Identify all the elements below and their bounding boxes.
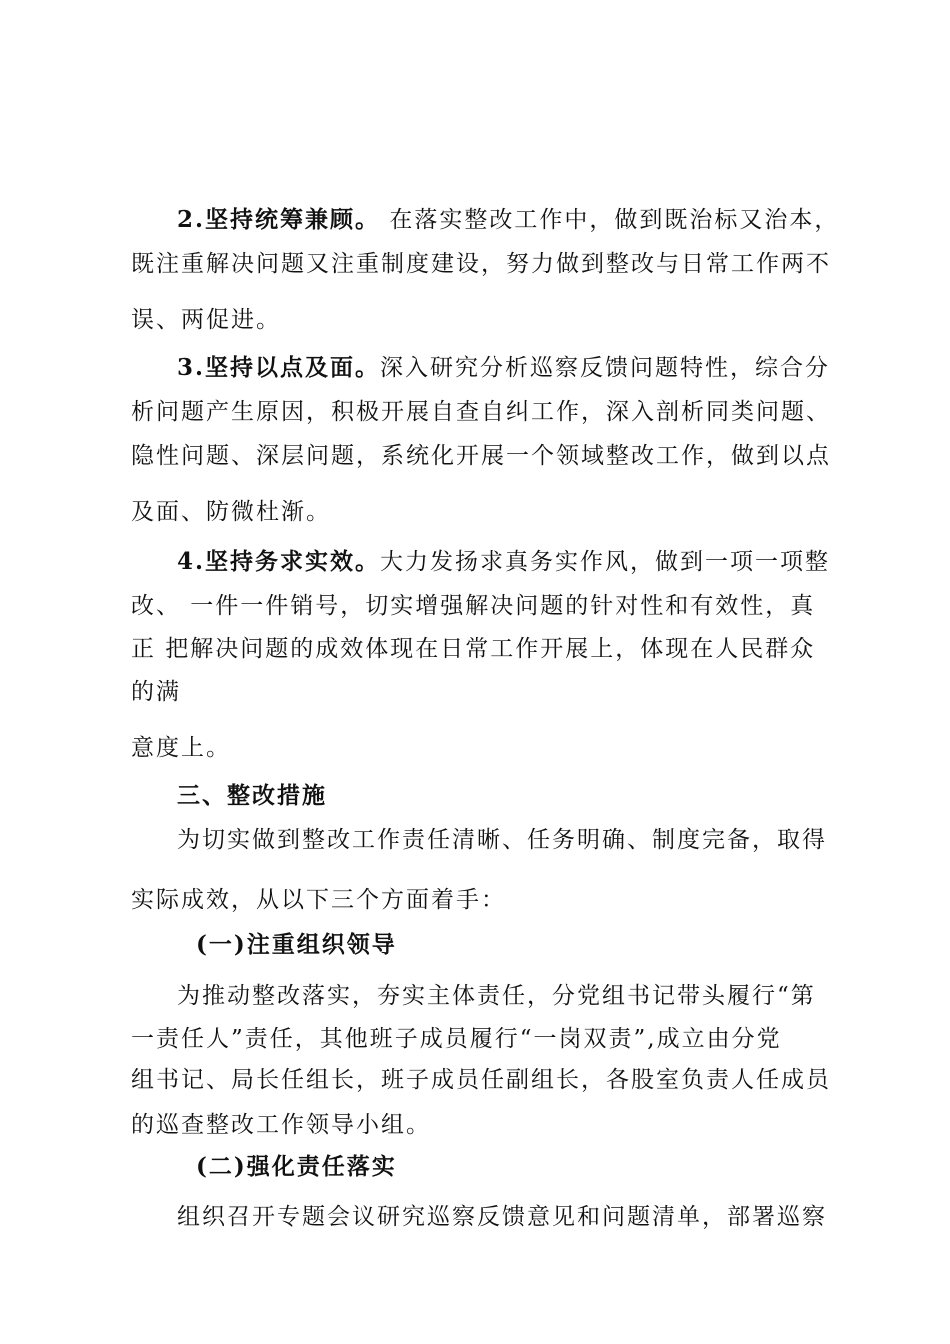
line-text: 为推动整改落实，夯实主体责任，分党组书记带头履行“第 <box>177 983 816 1009</box>
section-heading-3: 三、整改措施 <box>177 783 327 809</box>
paragraph-line-7 <box>131 497 331 527</box>
line-text: 的满 <box>131 679 181 705</box>
paragraph-line-16 <box>131 1024 782 1054</box>
paragraph-line-18 <box>131 1110 431 1140</box>
line-text: 隐性问题、深层问题，系统化开展一个领域整改工作，做到以点 <box>131 443 831 469</box>
line-text: 误、两促进。 <box>131 307 281 333</box>
line-text: 大力发扬求真务实作风，做到一项一项整 <box>380 549 831 575</box>
subsection-heading-1: (一)注重组织领导 <box>196 931 397 958</box>
line-text: 实际成效，从以下三个方面着手： <box>131 887 506 913</box>
line-text: 深入研究分析巡察反馈问题特性，综合分 <box>380 355 831 381</box>
paragraph-line-2 <box>131 249 831 279</box>
point-heading-4: 4.坚持务求实效。 <box>177 548 381 575</box>
paragraph-line-3 <box>131 305 281 335</box>
line-text: 的巡查整改工作领导小组。 <box>131 1112 431 1138</box>
line-text: 为切实做到整改工作责任清晰、任务明确、制度完备，取得 <box>177 827 827 853</box>
line-text: 正 把解决问题的成效体现在日常工作开展上，体现在人民群众 <box>131 636 816 662</box>
line-text: 组织召开专题会议研究巡察反馈意见和问题清单，部署巡察 <box>177 1204 827 1230</box>
paragraph-line-13 <box>177 825 827 855</box>
paragraph-line-14 <box>131 885 506 915</box>
subsection-heading-2: (二)强化责任落实 <box>196 1153 397 1180</box>
point-heading-2: 2.坚持统筹兼顾。 <box>177 206 381 233</box>
point-heading-3: 3.坚持以点及面。 <box>177 354 381 381</box>
line-text: 一责任人”责任，其他班子成员履行“一岗双责”,成立由分党 <box>131 1026 782 1052</box>
paragraph-line-5 <box>131 397 831 427</box>
paragraph-line-11 <box>131 677 181 707</box>
line-text: 及面、防微杜渐。 <box>131 499 331 525</box>
line-text: 组书记、局长任组长，班子成员任副组长，各股室负责人任成员 <box>131 1067 831 1093</box>
line-text: 意度上。 <box>131 735 231 761</box>
paragraph-line-9 <box>131 591 815 621</box>
paragraph-line-19 <box>177 1202 827 1232</box>
paragraph-line-17 <box>131 1065 831 1095</box>
line-text: 既注重解决问题又注重制度建设，努力做到整改与日常工作两不 <box>131 251 831 277</box>
paragraph-line-10 <box>131 634 815 664</box>
paragraph-line-8 <box>177 547 830 577</box>
line-text: 在落实整改工作中，做到既治标又治本， <box>380 207 840 233</box>
line-text: 析问题产生原因，积极开展自查自纠工作，深入剖析同类问题、 <box>131 399 831 425</box>
line-text: 改、 一件一件销号，切实增强解决问题的针对性和有效性，真 <box>131 593 816 619</box>
paragraph-line-15 <box>177 981 816 1011</box>
paragraph-line-12 <box>131 733 231 763</box>
paragraph-line-6 <box>131 441 831 471</box>
paragraph-line-1 <box>177 205 839 235</box>
paragraph-line-4 <box>177 353 830 383</box>
